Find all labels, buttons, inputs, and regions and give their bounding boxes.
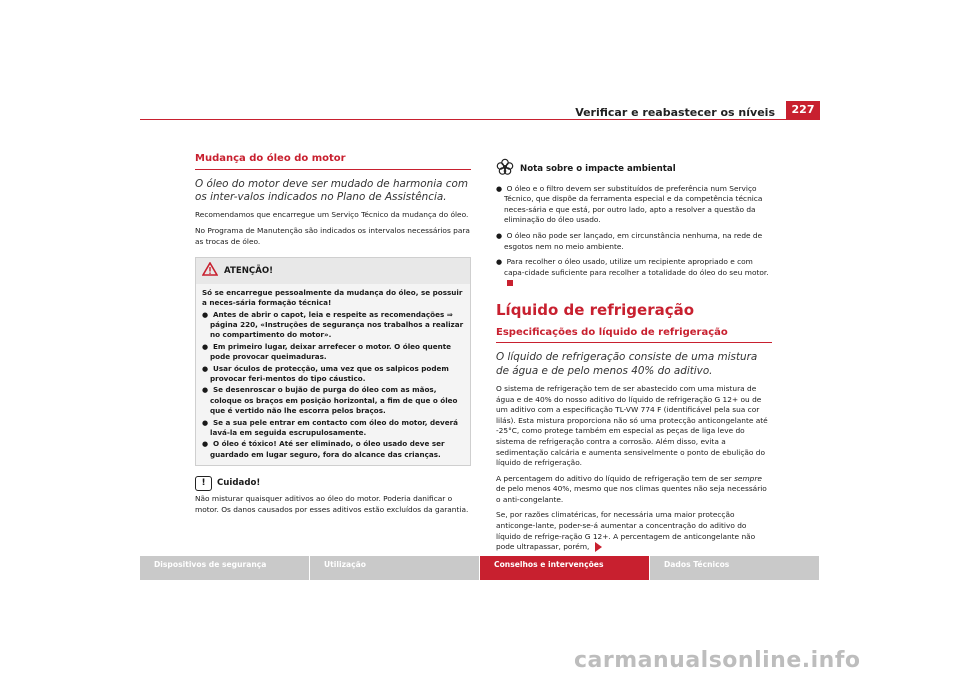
paragraph: No Programa de Manutenção são indicados os intervalos necessários para as trocas de óleo. [195, 226, 470, 246]
caution-text: Não misturar quaisquer aditivos ao óleo do motor. Poderia danificar o motor. Os danos causados por esses aditivos estão excluídos da garantia. [195, 494, 469, 514]
warning-item: ● Usar óculos de protecção, uma vez que os salpicos podem provocar feri-mentos do tipo cáustico. [202, 363, 449, 384]
env-item: ● O óleo não pode ser lançado, em circunstância nenhuma, na rede de esgotos nem no meio ambiente. [496, 230, 763, 251]
paragraph: Se, por razões climatéricas, for necessária uma maior protecção anticonge-lante, poder-se-á aumentar a concentração do aditivo do líquido de refrige-ração G 12+. A percentagem de anticongelante não pode ultrapassar, porém, [496, 510, 756, 552]
chapter-title-coolant: Líquido de refrigeração [496, 300, 695, 319]
warning-intro: Só se encarregue pessoalmente da mudança do óleo, se possuir a neces-sária formação técnica! [202, 287, 463, 308]
page-number: 227 [786, 101, 820, 119]
bullet-icon: ● [496, 258, 507, 267]
warning-item: ● Se desenroscar o bujão de purga do óleo com as mãos, coloque os braços em posição horizontal, a fim de que o óleo que é vertido não lhe escorra pelos braços. [202, 385, 458, 416]
footer-tab-advice[interactable]: Conselhos e intervenções [480, 556, 649, 580]
footer-tab-safety[interactable]: Dispositivos de segurança [140, 556, 309, 580]
footer-tab-usage[interactable]: Utilização [310, 556, 479, 580]
footer-nav [140, 556, 820, 580]
caution-title: Cuidado! [217, 478, 261, 489]
emphasis: sempre [734, 473, 762, 483]
environment-note-title: Nota sobre o impacte ambiental [520, 163, 676, 174]
warning-body [196, 284, 470, 466]
running-header: Verificar e reabastecer os níveis [575, 106, 775, 119]
bullet-icon: ● [202, 440, 213, 449]
section-title-coolant-specs: Especificações do líquido de refrigeração [496, 328, 772, 344]
footer-tab-technical-data[interactable]: Dados Técnicos [650, 556, 819, 580]
bullet-icon: ● [202, 418, 213, 427]
flower-icon [496, 158, 514, 180]
bullet-icon: ● [202, 310, 213, 319]
exclamation-icon: ! [195, 476, 212, 491]
left-column [195, 150, 471, 520]
warning-item: ● Se a sua pele entrar em contacto com óleo do motor, deverá lavá-la em seguida escrupulosamente. [202, 417, 458, 438]
bullet-icon: ● [202, 342, 213, 351]
section-lead: O óleo do motor deve ser mudado de harmonia com os inter-valos indicados no Plano de Assistência. [195, 177, 468, 203]
header-rule [140, 119, 820, 120]
warning-triangle-icon [202, 262, 218, 280]
env-item: ● Para recolher o óleo usado, utilize um recipiente apropriado e com capa-cidade suficiente para recolher a totalidade do óleo do seu motor. [496, 257, 772, 289]
paragraph: A percentagem do aditivo do líquido de refrigeração tem de ser sempre de pelo menos 40%, mesmo que nos climas quentes não seja necessário o anti-congelante. [496, 473, 767, 504]
environment-note-header [496, 158, 772, 180]
bullet-icon: ● [202, 386, 213, 395]
paragraph: O sistema de refrigeração tem de ser abastecido com uma mistura de água e de 40% do nosso aditivo do líquido de refrigeração G 12+ ou de um aditivo com a especificação TL-VW 774 F (identificável pela sua cor lilás). Esta mistura proporciona não só uma protecção anticongelante até -25°C, como protege também em especial as peças de liga leve do sistema de refrigeração contra a corrosão. Além disso, evita a sedimentação calcária e aumenta sensivelmente o ponto de ebulição do líquido de refrigeração. [496, 383, 768, 468]
env-item: ● O óleo e o filtro devem ser substituídos de preferência num Serviço Técnico, que dispõe da ferramenta especial e da competência técnica neces-sária e que está, por outro lado, apto a resolver a questão da eliminação do óleo usado. [496, 183, 763, 225]
right-column [496, 158, 772, 558]
paragraph: Recomendamos que encarregue um Serviço Técnico da mudança do óleo. [195, 210, 469, 220]
bullet-icon: ● [496, 231, 507, 240]
caution-header [195, 476, 471, 491]
warning-header [196, 258, 470, 284]
warning-item: ● Antes de abrir o capot, leia e respeite as recomendações ⇒ página 220, «Instruções de segurança nos trabalhos a realizar no compartimento do motor». [202, 309, 464, 340]
continue-arrow-icon [595, 542, 602, 552]
section-end-mark [507, 280, 513, 286]
section-title-oil-change: Mudança do óleo do motor [195, 154, 471, 170]
warning-title: ATENÇÃO! [224, 265, 274, 276]
warning-item: ● Em primeiro lugar, deixar arrefecer o motor. O óleo quente pode provocar queimaduras. [202, 341, 452, 362]
bullet-icon: ● [202, 364, 213, 373]
warning-box [195, 257, 471, 466]
warning-item: ● O óleo é tóxico! Até ser eliminado, o óleo usado deve ser guardado em lugar seguro, fora do alcance das crianças. [202, 439, 445, 459]
section-lead: O líquido de refrigeração consiste de uma mistura de água e de pelo menos 40% do aditivo. [496, 351, 758, 377]
bullet-icon: ● [496, 184, 507, 193]
watermark: carmanualsonline.info [574, 648, 861, 673]
